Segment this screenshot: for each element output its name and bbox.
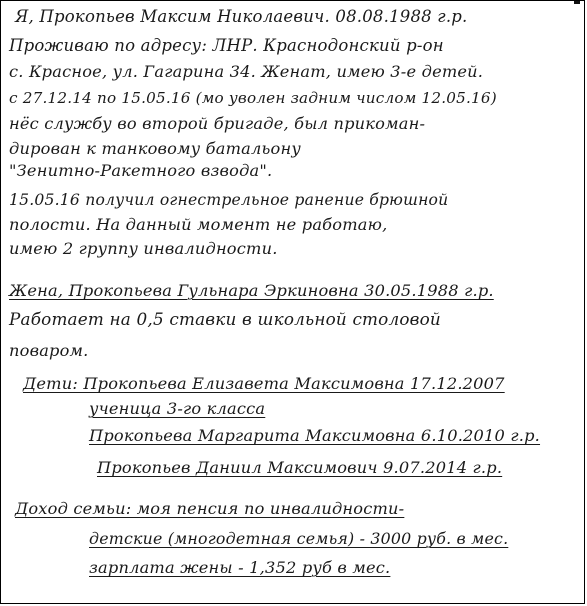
- line-address-2: с. Красное, ул. Гагарина 34. Женат, имею 3-е детей.: [9, 62, 484, 81]
- line-injury-2: полости. На данный момент не работаю,: [9, 215, 388, 234]
- line-children-1: Дети: Прокопьева Елизавета Максимовна 17.12.2007: [23, 374, 505, 393]
- line-children-4: Прокопьев Даниил Максимович 9.07.2014 г.р.: [97, 458, 503, 477]
- line-income-3: зарплата жены - 1,352 руб в мес.: [89, 558, 391, 577]
- line-children-3: Прокопьева Маргарита Максимовна 6.10.2010 г.р.: [89, 426, 541, 445]
- line-name-birthdate: Я, Прокопьев Максим Николаевич. 08.08.1988 г.р.: [15, 7, 468, 26]
- line-income-1: Доход семьи: моя пенсия по инвалидности-: [15, 499, 405, 518]
- line-injury-3: имею 2 группу инвалидности.: [9, 239, 278, 258]
- line-service-2: дирован к танковому батальону: [9, 139, 301, 158]
- line-service-3: "Зенитно-Ракетного взвода".: [9, 161, 273, 180]
- line-income-2: детские (многодетная семья) - 3000 руб. в мес.: [89, 529, 509, 548]
- line-injury-1: 15.05.16 получил огнестрельное ранение брюшной: [9, 191, 449, 209]
- line-children-2: ученица 3-го класса: [89, 399, 266, 418]
- line-wife-work-1: Работает на 0,5 ставки в школьной столовой: [9, 309, 441, 329]
- scan-corner-mark: [574, 1, 580, 4]
- line-address-1: Проживаю по адресу: ЛНР. Краснодонский р-он: [9, 36, 444, 55]
- line-service-1: нёс службу во второй бригаде, был прикоман-: [9, 114, 426, 133]
- line-wife: Жена, Прокопьева Гульнара Эркиновна 30.05.1988 г.р.: [9, 281, 494, 300]
- line-service-dates: с 27.12.14 по 15.05.16 (мо уволен задним числом 12.05.16): [9, 89, 497, 107]
- line-wife-work-2: поваром.: [9, 341, 89, 360]
